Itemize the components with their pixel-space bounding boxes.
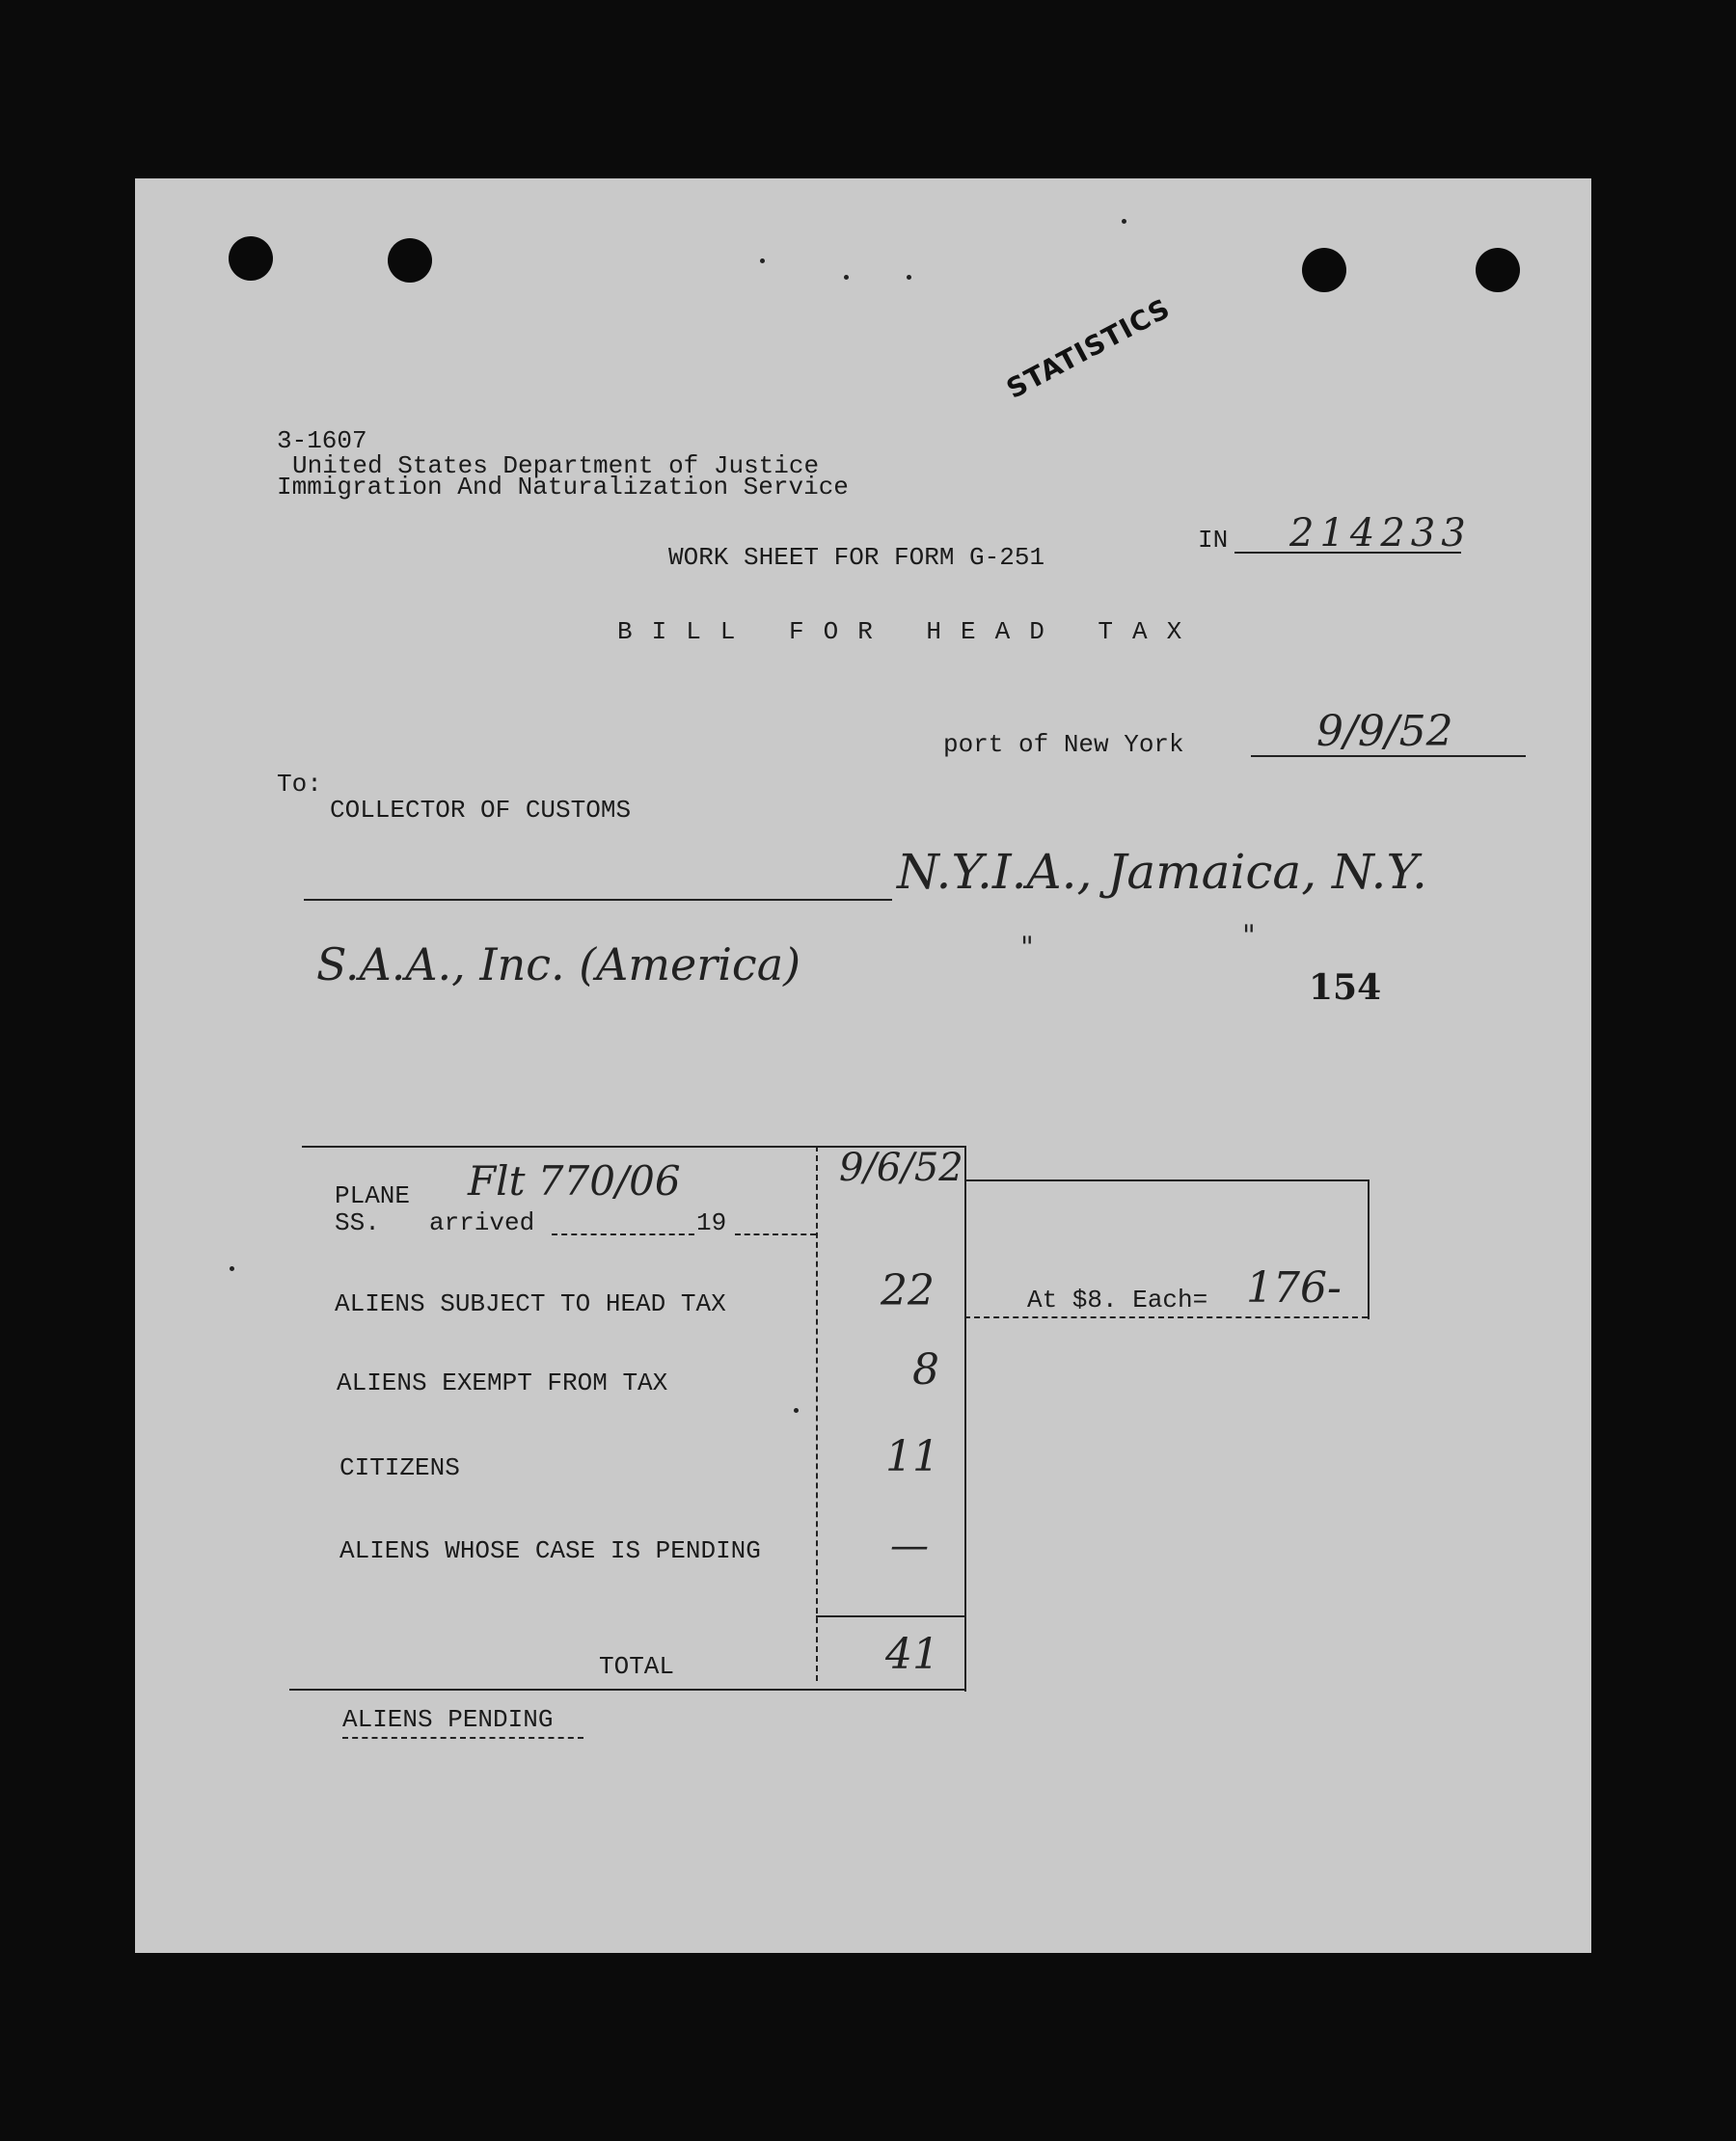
rate-total: 176- [1246, 1263, 1342, 1313]
punch-hole-4 [1476, 248, 1520, 292]
in-number: 214233 [1289, 511, 1472, 556]
ditto-mark-2: " [1242, 919, 1256, 953]
punch-hole-2 [388, 238, 432, 283]
arrived-underline [552, 1233, 694, 1235]
row-label-subject-to-tax: ALIENS SUBJECT TO HEAD TAX [335, 1289, 726, 1318]
row-label-pending: ALIENS WHOSE CASE IS PENDING [339, 1536, 761, 1565]
ss-label: SS. [335, 1208, 380, 1237]
statistics-stamp: STATISTICS [1001, 292, 1176, 405]
rate-line [964, 1316, 1368, 1318]
arrival-date: 9/6/52 [839, 1146, 963, 1190]
in-label: IN [1198, 526, 1229, 555]
speck [907, 275, 911, 280]
service-name: Immigration And Naturalization Service [277, 473, 849, 501]
table-divider-right [964, 1146, 966, 1692]
row-value-pending: — [890, 1524, 929, 1568]
document-page [135, 178, 1591, 1953]
year-prefix: 19 [696, 1208, 727, 1237]
location-handwritten: N.Y.I.A., Jamaica, N.Y. [897, 844, 1427, 900]
speck [844, 275, 849, 280]
rate-box-right [1368, 1179, 1370, 1319]
row-value-subject-to-tax: 22 [881, 1266, 935, 1315]
aliens-pending-underline [342, 1737, 583, 1739]
punch-hole-1 [229, 236, 273, 281]
department-name: United States Department of Justice [292, 451, 820, 480]
row-label-citizens: CITIZENS [339, 1453, 460, 1482]
rate-box-top [964, 1179, 1368, 1181]
speck [230, 1266, 234, 1271]
address-underline [304, 899, 892, 901]
page-number: 154 [1309, 967, 1382, 1008]
row-value-exempt: 8 [912, 1345, 939, 1395]
carrier-handwritten: S.A.A., Inc. (America) [316, 938, 801, 990]
total-label: TOTAL [599, 1652, 675, 1681]
aliens-pending-label: ALIENS PENDING [342, 1705, 554, 1734]
speck [760, 258, 765, 263]
punch-hole-3 [1302, 248, 1346, 292]
ditto-mark-1: " [1020, 931, 1034, 964]
flight-number: Flt 770/06 [468, 1157, 681, 1205]
port-date: 9/9/52 [1316, 707, 1453, 756]
arrived-label: arrived [429, 1208, 535, 1237]
port-label: port of New York [943, 730, 1184, 759]
row-value-citizens: 11 [885, 1432, 939, 1481]
year-underline [735, 1233, 816, 1235]
table-bottom-rule [289, 1689, 966, 1691]
to-label: To: [277, 770, 322, 799]
table-divider-left [816, 1146, 818, 1681]
collector-of-customs: COLLECTOR OF CUSTOMS [330, 796, 632, 825]
total-rule [816, 1615, 965, 1617]
speck [794, 1408, 799, 1413]
bill-title: BILL FOR HEAD TAX [617, 617, 1202, 646]
speck [1122, 219, 1126, 224]
rate-label: At $8. Each= [1027, 1286, 1208, 1314]
form-number: 3-1607 [277, 426, 367, 455]
row-label-exempt: ALIENS EXEMPT FROM TAX [337, 1369, 668, 1397]
plane-label: PLANE [335, 1181, 411, 1210]
work-sheet-title: WORK SHEET FOR FORM G-251 [668, 543, 1045, 572]
total-value: 41 [885, 1630, 939, 1679]
